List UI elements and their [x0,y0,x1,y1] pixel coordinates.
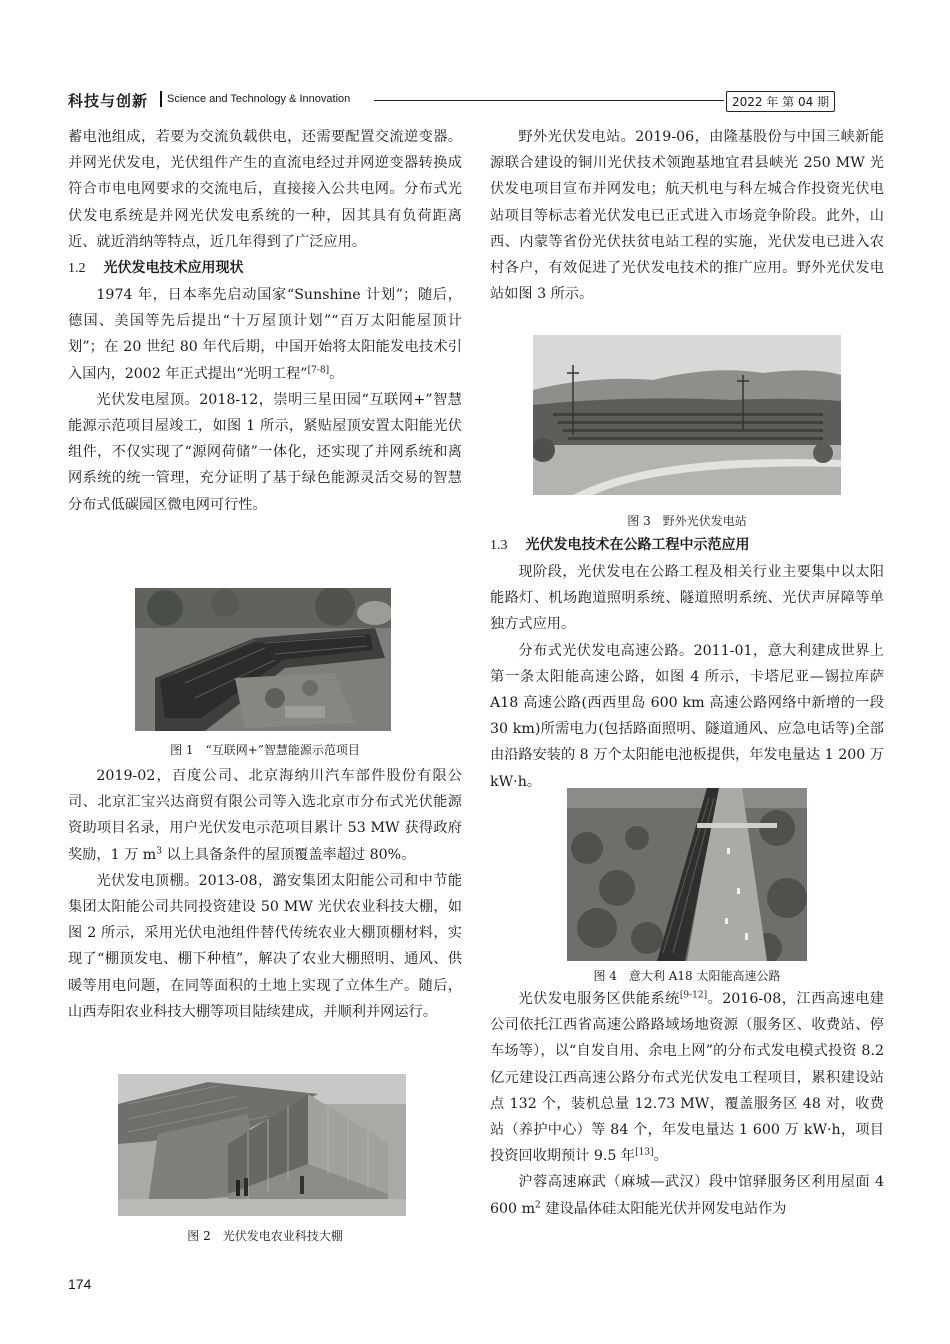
paragraph-text: 以上具备条件的屋顶覆盖率超过 80%。 [161,846,416,863]
right-column-top [490,124,884,307]
superscript: 3 [156,845,162,856]
paragraph: 分布式光伏发电高速公路。2011-01，意大利建成世界上第一条太阳能高速公路，如图 4 所示，卡塔尼亚—锡拉库萨 A18 高速公路(西西里岛 600 km 高速公路网络中新增的一段 30 km)所需电力(包括路面照明、隧道通风、应急电话等)全部由沿路安装的 8 万个太阳能电池板提供，年发电量达 1 200 万 kW·h。 [490,642,884,790]
paragraph-text: 沪蓉高速麻武（麻城—武汉）段中馆驿服务区利用屋面 4 600 m [490,1174,884,1217]
figure-2-photo [118,1074,406,1216]
paragraph [68,282,462,387]
superscript: 2 [535,1199,541,1210]
paragraph-text: 。 [329,365,344,382]
paragraph-text: 。 [653,1148,668,1165]
left-column-top [68,124,462,518]
figure-1-image [135,588,391,731]
figure-1-photo [135,588,391,731]
journal-title-cn: 科技与创新 [68,92,149,110]
paragraph-text: 2019-02，百度公司、北京海纳川汽车部件股份有限公司、北京汇宝兴达商贸有限公司等入选北京市分布式光伏能源资助项目名录，用户光伏发电示范项目累计 53 MW 获得政府奖励，1 万 m [68,768,462,863]
paragraph: 现阶段，光伏发电在公路工程及相关行业主要集中以太阳能路灯、机场跑道照明系统、隧道照明系统、光伏声屏障等单独方式应用。 [490,564,884,633]
header-separator [160,91,162,107]
header-rule [374,100,724,101]
paragraph-text: 建设晶体硅太阳能光伏并网发电站作为 [540,1200,787,1217]
paragraph-text: 。2016-08，江西高速电建公司依托江西省高速公路路域场地资源（服务区、收费站、停车场等），以“自发自用、余电上网”的分布式发电模式投资 8.2 亿元建设江西高速公路分布式光伏发电工程项目，累积建设站点 132 个，装机总量 12.73 MW，覆盖服务区 48 对，收费站（养护中心）等 84 个，年发电量达 1 600 万 kW·h，项目投资回收期预计 9.5 年 [490,991,884,1165]
section-heading-1-2 [68,255,462,282]
figure-2-caption: 图 2 光伏发电农业科技大棚 [187,1229,343,1243]
right-column-middle [490,532,884,795]
paragraph: 光伏发电屋顶。2018-12，崇明三星田园“互联网+”智慧能源示范项目屋竣工，如图 1 所示，紧贴屋顶安置太阳能光伏组件，不仅实现了“源网荷储”一体化，还实现了并网系统和离网系统的统一管理，充分证明了基于绿色能源灵活交易的智慧分布式低碳园区微电网可行性。 [68,391,462,513]
figure-3-photo [533,335,841,495]
figure-4-image [567,788,807,961]
figure-3-image [533,335,841,495]
left-column-middle [68,763,462,1025]
figure-2-image [118,1074,406,1216]
paragraph: 野外光伏发电站。2019-06，由隆基股份与中国三峡新能源联合建设的铜川光伏技术领跑基地宜君县峡光 250 MW 光伏发电项目宣布并网发电；航天机电与科左城合作投资光伏电站项目等标志着光伏发电已正式进入市场竞争阶段。此外，山西、内蒙等省份光伏扶贫电站工程的实施，光伏发电已进入农村各户，有效促进了光伏发电技术的推广应用。野外光伏发电站如图 3 所示。 [490,129,884,303]
paragraph: 蓄电池组成，若要为交流负载供电，还需要配置交流逆变器。并网光伏发电，光伏组件产生的直流电经过并网逆变器转换成符合市电电网要求的交流电后，直接接入公共电网。分布式光伏发电系统是并网光伏发电系统的一种，因其具有负荷距离近、就近消纳等特点，近几年得到了广泛应用。 [68,129,462,250]
figure-4-caption: 图 4 意大利 A18 太阳能高速公路 [593,969,781,983]
section-heading-1-3 [490,532,884,559]
paragraph [490,986,884,1169]
page-number: 174 [68,1276,92,1292]
paragraph [68,763,462,868]
section-number: 1.3 [490,538,508,553]
paragraph-text: 光伏发电服务区供能系统 [518,991,680,1007]
issue-label: 2022 年 第 04 期 [726,91,835,112]
right-column-bottom [490,986,884,1222]
section-title: 光伏发电技术在公路工程中示范应用 [525,537,750,553]
figure-1-caption: 图 1 “互联网+”智慧能源示范项目 [170,743,360,757]
citation-ref: [9-12] [679,990,708,1001]
section-title: 光伏发电技术应用现状 [103,260,244,277]
citation-ref: [7-8] [307,364,330,375]
figure-3-caption: 图 3 野外光伏发电站 [627,514,747,528]
section-number: 1.2 [68,261,86,277]
citation-ref: [13] [635,1147,654,1158]
paragraph [490,1169,884,1221]
running-header [68,88,882,114]
journal-title-en: Science and Technology & Innovation [167,93,351,105]
paragraph-text: 1974 年，日本率先启动国家“Sunshine 计划”；随后，德国、美国等先后提出“十万屋顶计划”“百万太阳能屋顶计划”；在 20 世纪 80 年代后期，中国开始将太阳能发电技术引入国内，2002 年正式提出“光明工程” [68,287,462,382]
paragraph: 光伏发电顶棚。2013-08，潞安集团太阳能公司和中节能集团太阳能公司共同投资建设 50 MW 光伏农业科技大棚，如图 2 所示，采用光伏电池组件替代传统农业大棚顶棚材料，实现了“棚顶发电、棚下种植”，解决了农业大棚照明、通风、供暖等用电问题，在同等面积的土地上实现了立体生产。随后，山西寿阳农业科技大棚等项目陆续建成，并顺利并网运行。 [68,872,462,1020]
figure-4-photo [567,788,807,961]
